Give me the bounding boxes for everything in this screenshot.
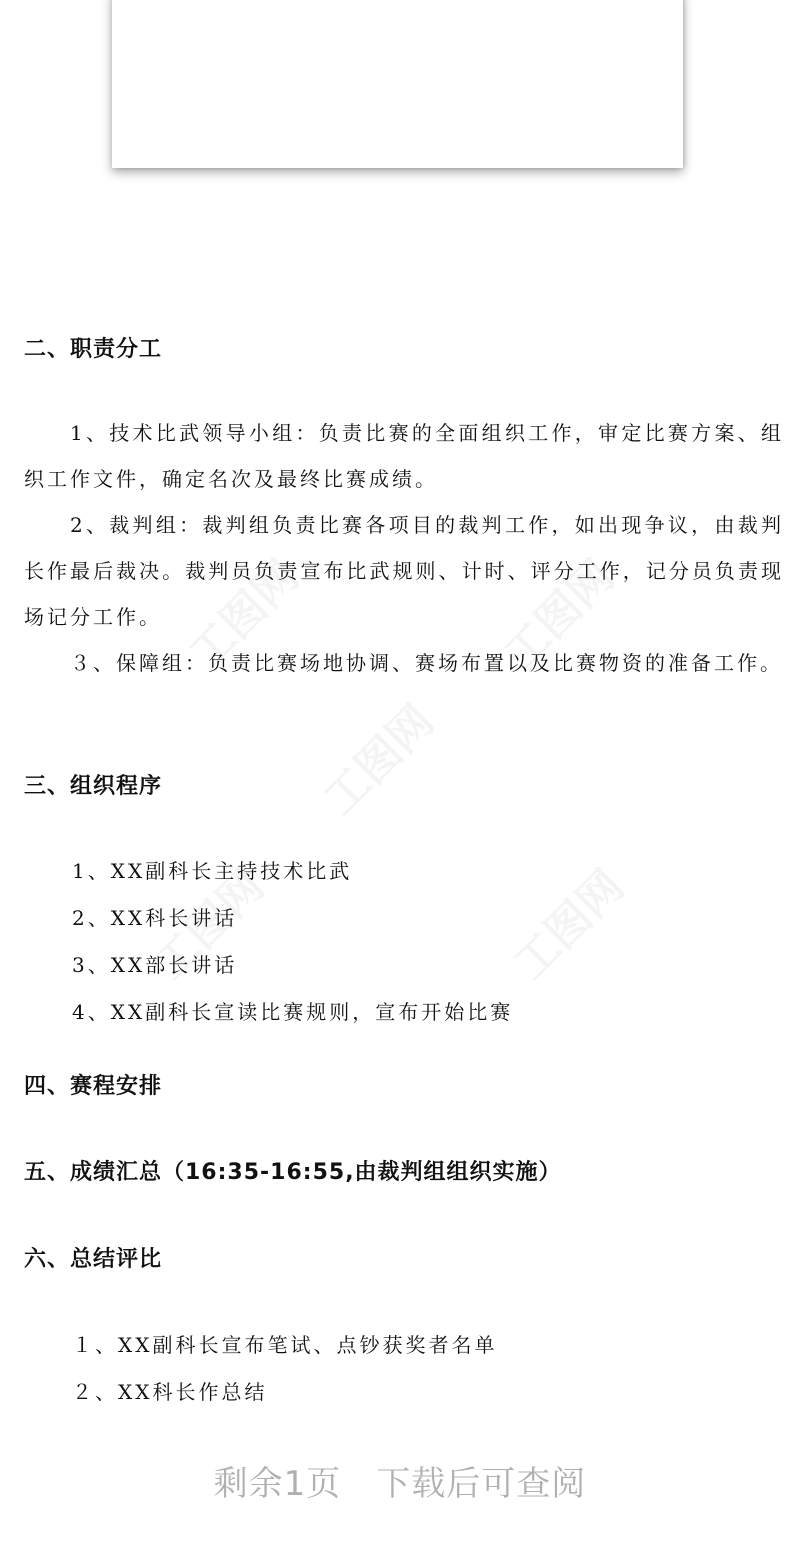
section-heading-schedule: 四、赛程安排 [24,1074,163,1099]
summary-item: １、XX副科长宣布笔试、点钞获奖者名单 [72,1333,498,1357]
remaining-pages-notice[interactable]: 剩余1页 下载后可查阅 [213,1464,587,1504]
watermark [497,853,636,992]
section-heading-summary: 六、总结评比 [24,1247,163,1272]
section-heading-results: 五、成绩汇总（16:35-16:55,由裁判组组织实施） [24,1160,562,1185]
duty-paragraph-support: ３、保障组：负责比赛场地协调、赛场布置以及比赛物资的准备工作。 [70,651,783,675]
watermark [307,688,446,827]
previous-page-preview [112,0,683,168]
procedure-item: 2、XX科长讲话 [72,906,238,930]
procedure-item: 4、XX副科长宣读比赛规则，宣布开始比赛 [72,1000,514,1024]
section-heading-duties: 二、职责分工 [24,337,163,362]
procedure-item: 3、XX部长讲话 [72,953,238,977]
duty-paragraph-leadership: 1、技术比武领导小组：负责比赛的全面组织工作，审定比赛方案、组织工作文件，确定名次及最终比赛成绩。 [24,421,784,491]
section-heading-procedure: 三、组织程序 [24,774,163,799]
procedure-item: 1、XX副科长主持技术比武 [72,859,353,883]
duty-paragraph-referee: 2、裁判组：裁判组负责比赛各项目的裁判工作，如出现争议，由裁判长作最后裁决。裁判员负责宣布比武规则、计时、评分工作，记分员负责现场记分工作。 [24,513,784,629]
summary-item: ２、XX科长作总结 [72,1380,268,1404]
